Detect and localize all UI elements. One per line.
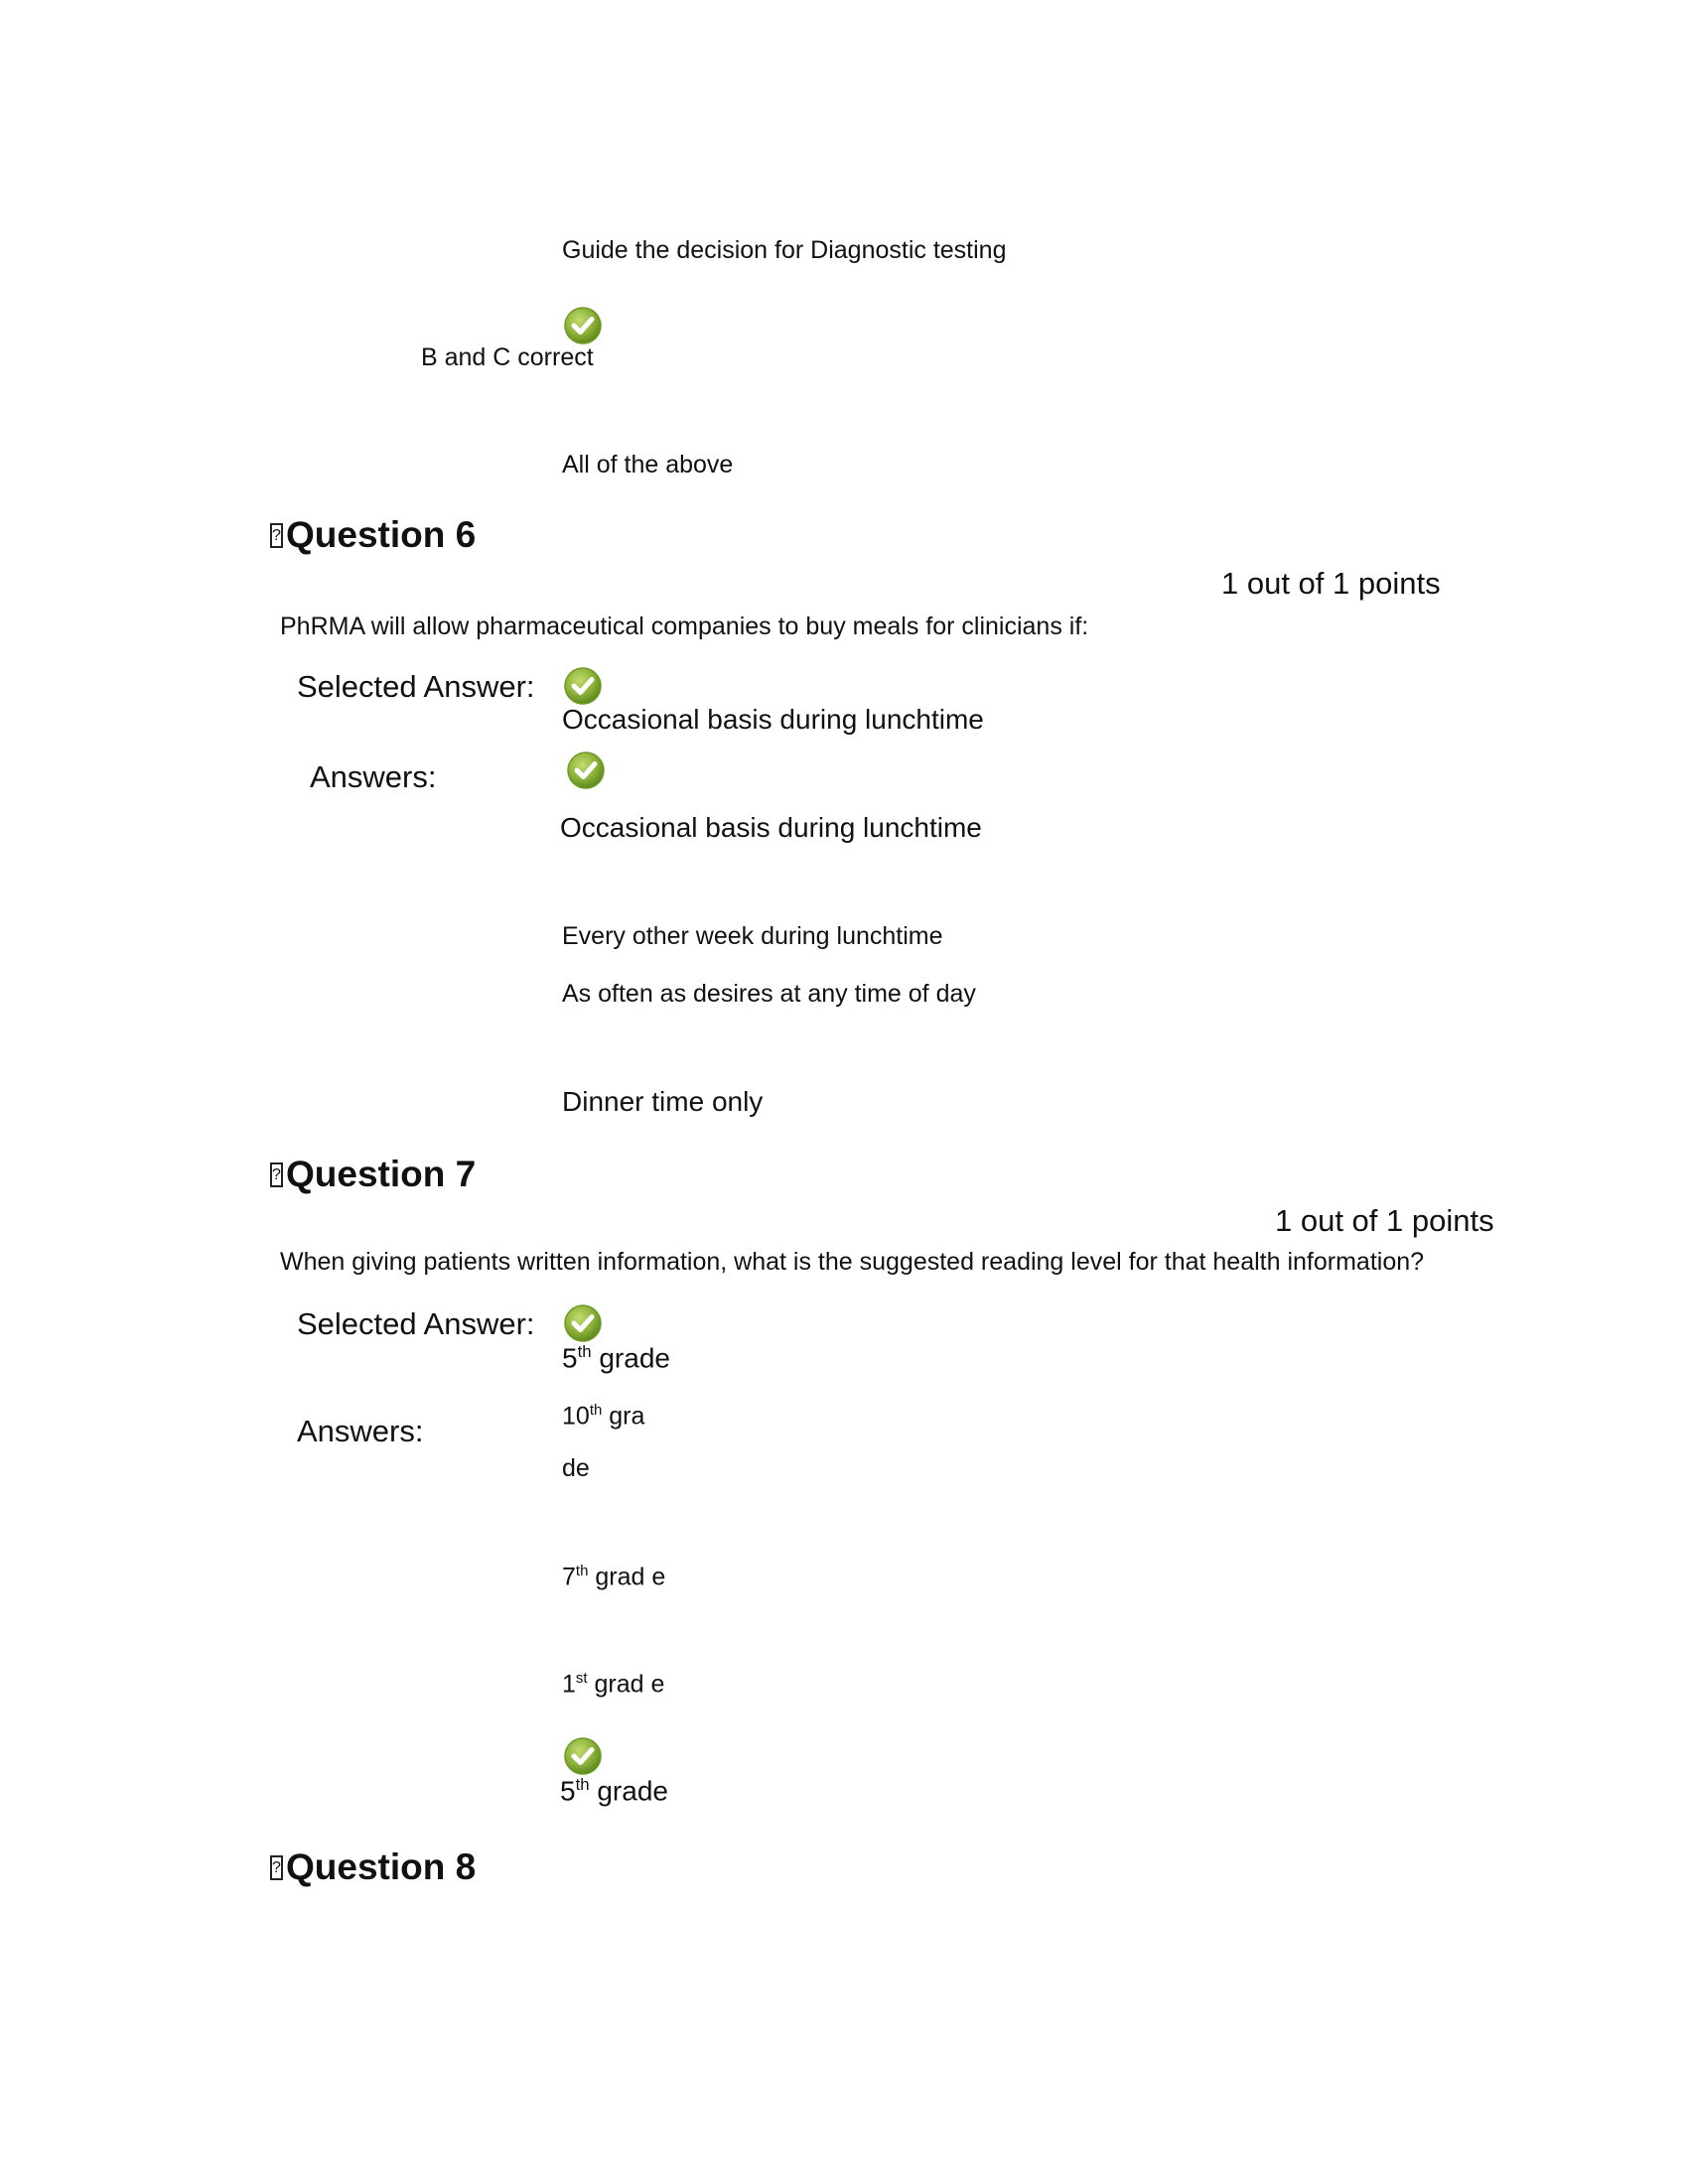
question-6-points: 1 out of 1 points (1221, 566, 1441, 601)
missing-glyph-icon: ? (270, 1855, 283, 1880)
correct-check-icon (563, 1303, 603, 1343)
question-6-answer: As often as desires at any time of day (562, 980, 976, 1008)
correct-check-icon (563, 306, 603, 345)
q5-option-all: All of the above (562, 451, 734, 478)
correct-check-icon (563, 666, 603, 706)
missing-glyph-icon: ? (270, 523, 283, 548)
question-7-answer-wrap: de (562, 1454, 590, 1482)
q5-option-diagnostic: Guide the decision for Diagnostic testing (562, 236, 1007, 264)
question-7-prompt: When giving patients written information, what is the suggested reading level for that health information? (280, 1248, 1425, 1276)
question-8-heading (270, 1846, 476, 1888)
correct-check-icon (566, 751, 606, 790)
question-6-answers-label: Answers: (310, 759, 437, 794)
question-7-answers-label: Answers: (297, 1414, 424, 1448)
question-6-heading (270, 514, 476, 556)
question-6-prompt: PhRMA will allow pharmaceutical companies to buy meals for clinicians if: (280, 613, 1089, 640)
question-7-title: Question 7 (286, 1154, 477, 1194)
q5-option-b-c: B and C correct (421, 343, 594, 371)
question-6-answer: Dinner time only (562, 1086, 764, 1117)
question-7-points: 1 out of 1 points (1275, 1203, 1494, 1238)
missing-glyph-icon: ? (270, 1162, 283, 1187)
question-7-answer: 5th grade (560, 1775, 668, 1807)
question-6-selected-label: Selected Answer: (297, 669, 535, 704)
question-7-answer: 10th gra (562, 1402, 645, 1431)
question-7-selected-answer: 5th grade (562, 1342, 670, 1374)
question-6-answer: Every other week during lunchtime (562, 922, 943, 950)
question-6-title: Question 6 (286, 514, 477, 555)
question-6-selected-answer: Occasional basis during lunchtime (562, 704, 984, 735)
question-7-selected-label: Selected Answer: (297, 1306, 535, 1341)
correct-check-icon (563, 1736, 603, 1776)
question-7-answer: 1st grad e (562, 1670, 665, 1699)
question-6-answer: Occasional basis during lunchtime (560, 812, 982, 843)
question-7-answer: 7th grad e (562, 1563, 666, 1591)
question-7-heading (270, 1154, 476, 1195)
question-8-title: Question 8 (286, 1846, 477, 1887)
